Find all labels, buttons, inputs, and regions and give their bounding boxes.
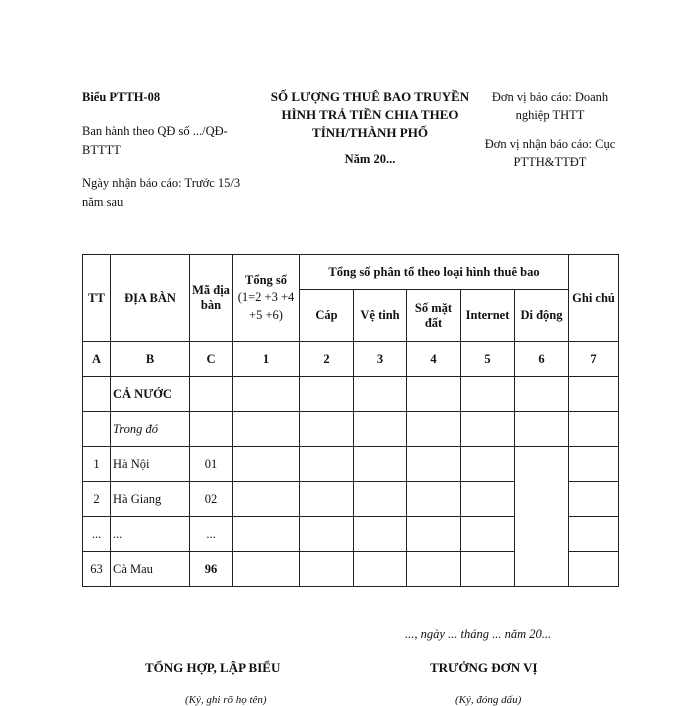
cell-empty <box>407 482 461 517</box>
header-total-label: Tổng số <box>244 272 288 287</box>
cell-empty <box>407 447 461 482</box>
cell-empty <box>354 482 407 517</box>
row-code <box>190 377 233 412</box>
document-title: SỐ LƯỢNG THUÊ BAO TRUYỀN HÌNH TRẢ TIỀN CHIA THEO TỈNH/THÀNH PHỐ <box>270 89 470 140</box>
table-row <box>83 447 619 482</box>
header-total-formula: (1=2 +3 +4 +5 +6) <box>237 289 295 322</box>
cell-empty <box>407 377 461 412</box>
header-tt: TT <box>83 255 111 342</box>
cell-empty <box>233 412 300 447</box>
cell-empty <box>407 412 461 447</box>
cell-empty <box>569 377 619 412</box>
index-cell: 4 <box>407 342 461 377</box>
index-cell: 7 <box>569 342 619 377</box>
receive-unit: Đơn vị nhận báo cáo: Cục PTTH&TTĐT <box>484 137 616 169</box>
cell-empty <box>569 447 619 482</box>
cell-empty <box>407 552 461 587</box>
cell-empty <box>300 552 354 587</box>
cell-empty <box>354 447 407 482</box>
header-satellite: Vệ tinh <box>354 290 407 342</box>
header-internet: Internet <box>461 290 515 342</box>
form-code: Biểu PTTH-08 <box>82 90 161 104</box>
row-tt <box>83 412 111 447</box>
cell-empty <box>461 377 515 412</box>
cell-empty <box>461 412 515 447</box>
index-cell: B <box>111 342 190 377</box>
row-area: ... <box>111 517 190 552</box>
cell-empty <box>233 377 300 412</box>
row-tt: 1 <box>83 447 111 482</box>
cell-merged-mobile <box>515 447 569 587</box>
index-cell: A <box>83 342 111 377</box>
row-tt: 2 <box>83 482 111 517</box>
cell-empty <box>461 517 515 552</box>
cell-empty <box>569 552 619 587</box>
cell-empty <box>233 482 300 517</box>
report-unit: Đơn vị báo cáo: Doanh nghiệp THTT <box>491 90 609 122</box>
row-area: Trong đó <box>111 412 190 447</box>
cell-empty <box>515 377 569 412</box>
index-cell: C <box>190 342 233 377</box>
header-area: ĐỊA BÀN <box>111 255 190 342</box>
cell-empty <box>354 377 407 412</box>
cell-empty <box>354 552 407 587</box>
issued-by: Ban hành theo QĐ số .../QĐ-BTTTT <box>82 124 228 157</box>
index-cell: 6 <box>515 342 569 377</box>
preparer-title: TỔNG HỢP, LẬP BIỂU <box>145 660 281 675</box>
unit-head-note: (Ký, đóng dấu) <box>455 694 522 706</box>
cell-empty <box>461 552 515 587</box>
cell-empty <box>407 517 461 552</box>
cell-empty <box>300 412 354 447</box>
header-notes: Ghi chú <box>569 255 619 342</box>
cell-empty <box>300 482 354 517</box>
row-code: 02 <box>190 482 233 517</box>
index-cell: 2 <box>300 342 354 377</box>
table-row <box>83 412 619 447</box>
cell-empty <box>300 517 354 552</box>
cell-empty <box>300 447 354 482</box>
row-area: Cà Mau <box>111 552 190 587</box>
row-area: Hà Nội <box>111 447 190 482</box>
index-row <box>83 342 619 377</box>
cell-empty <box>233 517 300 552</box>
cell-empty <box>461 482 515 517</box>
row-area: Hà Giang <box>111 482 190 517</box>
sign-date: ..., ngày ... tháng ... năm 20... <box>405 627 552 641</box>
cell-empty <box>233 552 300 587</box>
header-mobile: Di động <box>515 290 569 342</box>
header-terrestrial: Số mặt đất <box>407 290 461 342</box>
row-area: CẢ NƯỚC <box>111 377 190 412</box>
table-row <box>83 377 619 412</box>
header-area-code: Mã địa bàn <box>190 255 233 342</box>
index-cell: 3 <box>354 342 407 377</box>
preparer-note: (Ký, ghi rõ họ tên) <box>185 694 267 706</box>
header-breakdown: Tổng số phân tổ theo loại hình thuê bao <box>300 255 569 290</box>
cell-empty <box>569 412 619 447</box>
cell-empty <box>354 412 407 447</box>
unit-head-title: TRƯỞNG ĐƠN VỊ <box>430 660 538 675</box>
header-cable: Cáp <box>300 290 354 342</box>
row-code: 01 <box>190 447 233 482</box>
row-code: 96 <box>190 552 233 587</box>
document-year: Năm 20... <box>344 152 396 166</box>
cell-empty <box>354 517 407 552</box>
row-tt <box>83 377 111 412</box>
row-code <box>190 412 233 447</box>
cell-empty <box>515 412 569 447</box>
header-total <box>233 255 300 342</box>
receive-date: Ngày nhận báo cáo: Trước 15/3 năm sau <box>82 176 241 209</box>
subscriber-table <box>82 254 619 587</box>
row-tt: ... <box>83 517 111 552</box>
cell-empty <box>569 517 619 552</box>
cell-empty <box>569 482 619 517</box>
cell-empty <box>233 447 300 482</box>
row-tt: 63 <box>83 552 111 587</box>
cell-empty <box>461 447 515 482</box>
cell-empty <box>300 377 354 412</box>
index-cell: 5 <box>461 342 515 377</box>
index-cell: 1 <box>233 342 300 377</box>
row-code: ... <box>190 517 233 552</box>
